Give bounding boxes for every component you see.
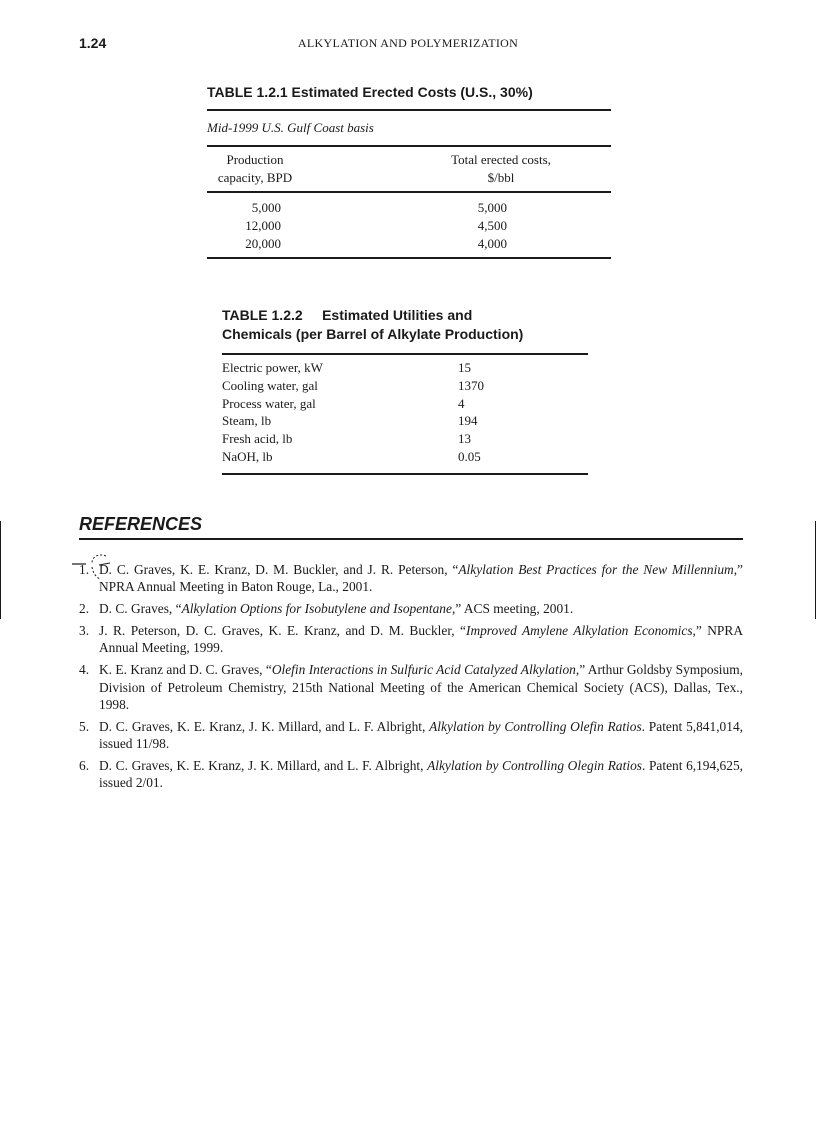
table-2-item-cell: NaOH, lb <box>222 448 273 464</box>
table-2-value-cell: 4 <box>458 395 465 411</box>
table-1-col1-header-line1: Production <box>226 152 284 167</box>
reference-source: . Patent 5,841,014, issued 11/98. <box>99 718 743 752</box>
reference-authors: D. C. Graves, K. E. Kranz, D. M. Buckler, and J. R. Peterson, “ <box>99 562 459 577</box>
table-1-col1-header <box>207 151 303 187</box>
table-1-col2-header-line2: $/bbl <box>487 170 515 185</box>
reference-source: ,” ACS meeting, 2001. <box>451 601 574 617</box>
table-1-caption: TABLE 1.2.1 Estimated Erected Costs (U.S., 30%) <box>207 84 533 100</box>
table-2-item-cell: Electric power, kW <box>222 360 323 375</box>
reference-title: Alkylation Options for Isobutylene and Isopentane <box>181 601 452 617</box>
table-2-value-cell: 0.05 <box>458 448 481 464</box>
references-heading: REFERENCES <box>79 514 203 534</box>
reference-text <box>99 661 743 713</box>
reference-number: 2. <box>79 601 90 617</box>
page-number: 1.24 <box>79 35 107 51</box>
reference-number: 5. <box>79 718 90 734</box>
list-item <box>79 661 743 713</box>
table-row <box>222 395 588 413</box>
table-1-cost-cell: 4,000 <box>477 236 507 251</box>
reference-number: 4. <box>79 662 90 678</box>
table-row <box>222 448 588 466</box>
table-row <box>207 217 611 235</box>
reference-number: 1. <box>79 562 90 577</box>
reference-text <box>99 718 743 753</box>
table-2-caption <box>222 306 588 344</box>
reference-title: Alkylation Best Practices for the New Millennium <box>458 562 734 577</box>
table-1-col2-header <box>411 151 591 187</box>
reference-title: Improved Amylene Alkylation Economics <box>465 623 693 639</box>
table-row <box>222 359 588 377</box>
table-2-body <box>222 355 588 473</box>
reference-text <box>99 600 743 617</box>
table-2-caption-line1: TABLE 1.2.2 Estimated Utilities and <box>222 307 473 323</box>
table-row <box>222 430 588 448</box>
list-item <box>79 561 743 596</box>
references-rule <box>79 538 743 540</box>
table-2-value-cell: 13 <box>458 431 471 447</box>
running-head: ALKYLATION AND POLYMERIZATION <box>297 36 519 50</box>
reference-source: ,” Arthur Goldsby Symposium, Division of Petroleum Chemistry, 215th National Meeting of the American Chemical Society (ACS), Dallas, Tex., 1998. <box>99 662 743 712</box>
reference-number: 6. <box>79 757 90 773</box>
table-1-col2-header-line1: Total erected costs, <box>451 152 551 167</box>
reference-text <box>99 757 743 792</box>
table-1-col1-header-line2: capacity, BPD <box>217 170 293 185</box>
table-1-capacity-cell: 20,000 <box>245 236 281 251</box>
table-row <box>222 377 588 395</box>
reference-title: Alkylation by Controlling Olegin Ratios <box>427 757 642 773</box>
table-2-item-cell: Fresh acid, lb <box>222 431 293 447</box>
table-row <box>207 235 611 253</box>
table-1-header-row <box>207 147 611 191</box>
table-1-capacity-cell: 12,000 <box>245 218 281 233</box>
table-1-cost-cell: 4,500 <box>477 218 507 233</box>
table-2-caption-line2: Chemicals (per Barrel of Alkylate Production) <box>222 326 524 342</box>
reference-text <box>99 622 743 657</box>
reference-title: Alkylation by Controlling Olefin Ratios <box>429 718 642 734</box>
reference-title: Olefin Interactions in Sulfuric Acid Catalyzed Alkylation <box>271 662 576 678</box>
left-margin-mark <box>0 521 1 619</box>
table-2-item-cell: Steam, lb <box>222 413 272 429</box>
reference-authors: D. C. Graves, “ <box>99 601 182 617</box>
table-row <box>207 199 611 217</box>
reference-authors: K. E. Kranz and D. C. Graves, “ <box>99 662 272 678</box>
table-2-value-cell: 15 <box>458 360 471 375</box>
list-item <box>79 718 743 753</box>
table-2-item-cell: Process water, gal <box>222 395 316 411</box>
reference-text <box>99 561 743 596</box>
table-1-capacity-cell: 5,000 <box>251 200 281 215</box>
table-1-bottom-rule <box>207 257 611 259</box>
reference-authors: D. C. Graves, K. E. Kranz, J. K. Millard, and L. F. Albright, <box>99 718 430 734</box>
reference-source: ,” NPRA Annual Meeting in Baton Rouge, La., 2001. <box>99 562 743 595</box>
list-item <box>79 600 743 617</box>
list-item <box>79 622 743 657</box>
reference-authors: D. C. Graves, K. E. Kranz, J. K. Millard, and L. F. Albright, <box>99 757 428 773</box>
table-2-item-cell: Cooling water, gal <box>222 377 318 393</box>
references-list <box>79 561 743 796</box>
table-1-basis: Mid-1999 U.S. Gulf Coast basis <box>207 120 374 135</box>
table-1-body <box>207 193 611 257</box>
table-1-2-1 <box>207 84 611 259</box>
table-2-bottom-rule <box>222 473 588 475</box>
reference-source: ,” NPRA Annual Meeting, 1999. <box>99 623 743 656</box>
table-2-value-cell: 194 <box>458 413 478 429</box>
table-1-2-2 <box>222 306 588 475</box>
table-1-cost-cell: 5,000 <box>477 200 507 215</box>
table-2-value-cell: 1370 <box>458 377 484 393</box>
list-item <box>79 757 743 792</box>
reference-authors: J. R. Peterson, D. C. Graves, K. E. Kranz, and D. M. Buckler, “ <box>99 623 466 639</box>
table-row <box>222 412 588 430</box>
reference-source: . Patent 6,194,625, issued 2/01. <box>99 757 743 791</box>
reference-number: 3. <box>79 623 90 639</box>
